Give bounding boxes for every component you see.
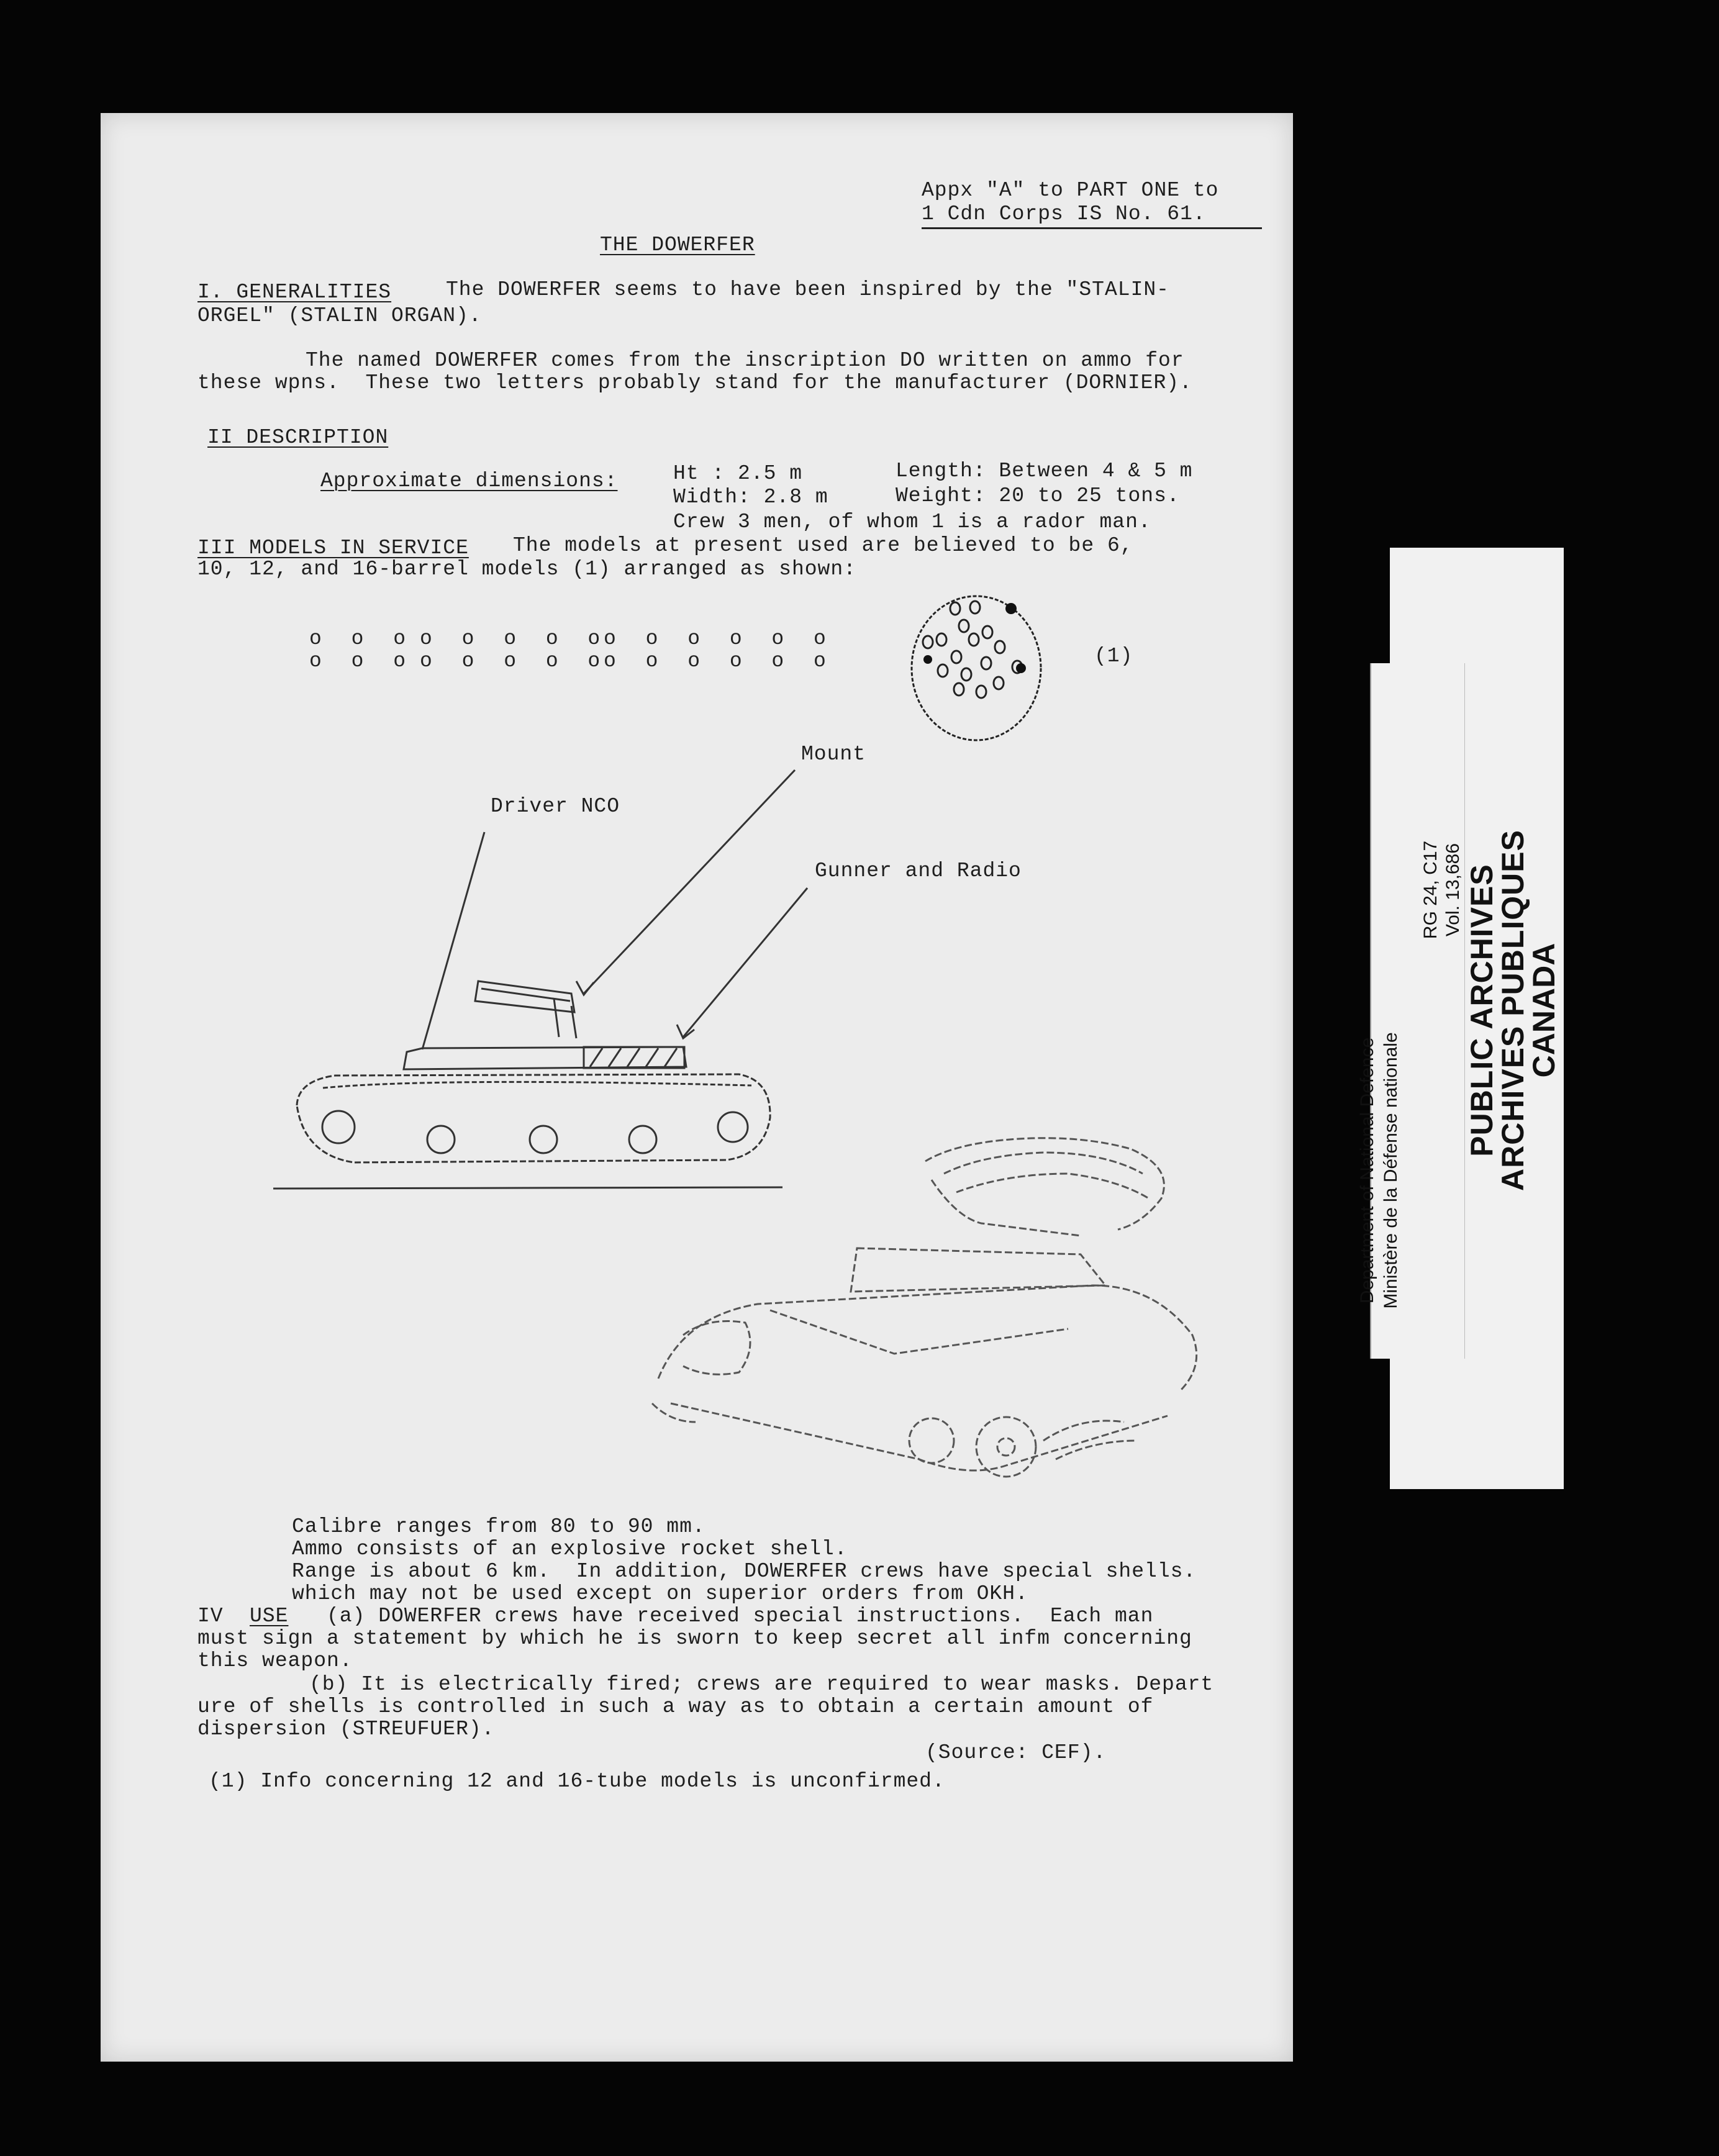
footnote-text: (1) Info concerning 12 and 16-tube models is unconfirmed. [209, 1770, 945, 1793]
section3-heading: III MODELS IN SERVICE [197, 537, 469, 559]
section1-heading: I. GENERALITIES [197, 281, 392, 304]
page-title: THE DOWERFER [600, 233, 755, 256]
barrel-layout-6-row1: o o o [309, 627, 415, 650]
label-driver-nco: Driver NCO [491, 795, 620, 818]
section4-a-line3: this weapon. [197, 1649, 353, 1672]
section4-b-line2: ure of shells is controlled in such a way as to obtain a certain amount of [197, 1695, 1154, 1718]
label-mount: Mount [801, 743, 866, 766]
dept-english: Department of National Defence [1357, 1037, 1377, 1304]
section3-line2: 10, 12, and 16-barrel models (1) arranged as shown: [197, 558, 856, 581]
appendix-ref-line2: 1 Cdn Corps IS No. 61. [922, 202, 1206, 225]
barrel-layout-16-circle [907, 590, 1050, 751]
barrel-layout-12-row1: o o o o o o [604, 627, 835, 650]
dim-height: Ht : 2.5 m [673, 462, 803, 485]
spec-range-line2: which may not be used except on superior orders from OKH. [292, 1582, 1028, 1605]
section1-line1: The DOWERFER seems to have been inspired by the "STALIN- [446, 278, 1169, 301]
spec-range-line1: Range is about 6 km. In addition, DOWERFER crews have special shells. [292, 1560, 1197, 1583]
dim-width: Width: 2.8 m [673, 486, 828, 509]
archive-ref-1: RG 24, C17 [1420, 840, 1441, 940]
perspective-sketch [633, 1130, 1230, 1515]
barrel-layout-12-row2: o o o o o o [604, 650, 835, 673]
section1-line2: ORGEL" (STALIN ORGAN). [197, 304, 482, 327]
source-note: (Source: CEF). [925, 1741, 1107, 1764]
spec-calibre: Calibre ranges from 80 to 90 mm. [292, 1515, 705, 1538]
public-archives-en: PUBLIC ARCHIVES [1464, 864, 1499, 1157]
section2-heading: II DESCRIPTION [207, 426, 389, 449]
section1-para-line1: The named DOWERFER comes from the inscription DO written on ammo for [306, 349, 1184, 372]
section3-line1: The models at present used are believed to be 6, [513, 534, 1133, 557]
crew-info: Crew 3 men, of whom 1 is a rador man. [673, 510, 1151, 533]
section4-heading: USE [250, 1605, 289, 1628]
barrel-layout-10-row1: o o o o o [420, 627, 609, 650]
archives-country: CANADA [1526, 943, 1561, 1078]
section4-b-line3: dispersion (STREUFUER). [197, 1718, 495, 1741]
dimensions-label: Approximate dimensions: [320, 469, 618, 492]
appendix-ref-underline [922, 227, 1262, 229]
archive-ref-2: Vol. 13,686 [1443, 843, 1463, 937]
spec-ammo: Ammo consists of an explosive rocket shell. [292, 1538, 848, 1560]
barrel-layout-6-row2: o o o [309, 650, 415, 673]
public-archives-fr: ARCHIVES PUBLIQUES [1495, 830, 1530, 1191]
dim-length: Length: Between 4 & 5 m [896, 460, 1193, 482]
section4-b-line1: (b) It is electrically fired; crews are required to wear masks. Depart [309, 1673, 1214, 1696]
section1-para-line2: these wpns. These two letters probably stand for the manufacturer (DORNIER). [197, 371, 1192, 394]
section4-a-line2: must sign a statement by which he is sworn to keep secret all infm concerning [197, 1627, 1192, 1650]
footnote-marker-1: (1) [1094, 645, 1133, 668]
dept-french: Ministère de la Défense nationale [1381, 1032, 1401, 1309]
label-gunner-radio: Gunner and Radio [815, 859, 1022, 882]
appendix-ref-line1: Appx "A" to PART ONE to [922, 179, 1219, 202]
section4-a-line1: (a) DOWERFER crews have received special instructions. Each man [327, 1605, 1154, 1628]
barrel-layout-10-row2: o o o o o [420, 650, 609, 673]
dim-weight: Weight: 20 to 25 tons. [896, 484, 1180, 507]
section4-number: IV [197, 1605, 224, 1628]
